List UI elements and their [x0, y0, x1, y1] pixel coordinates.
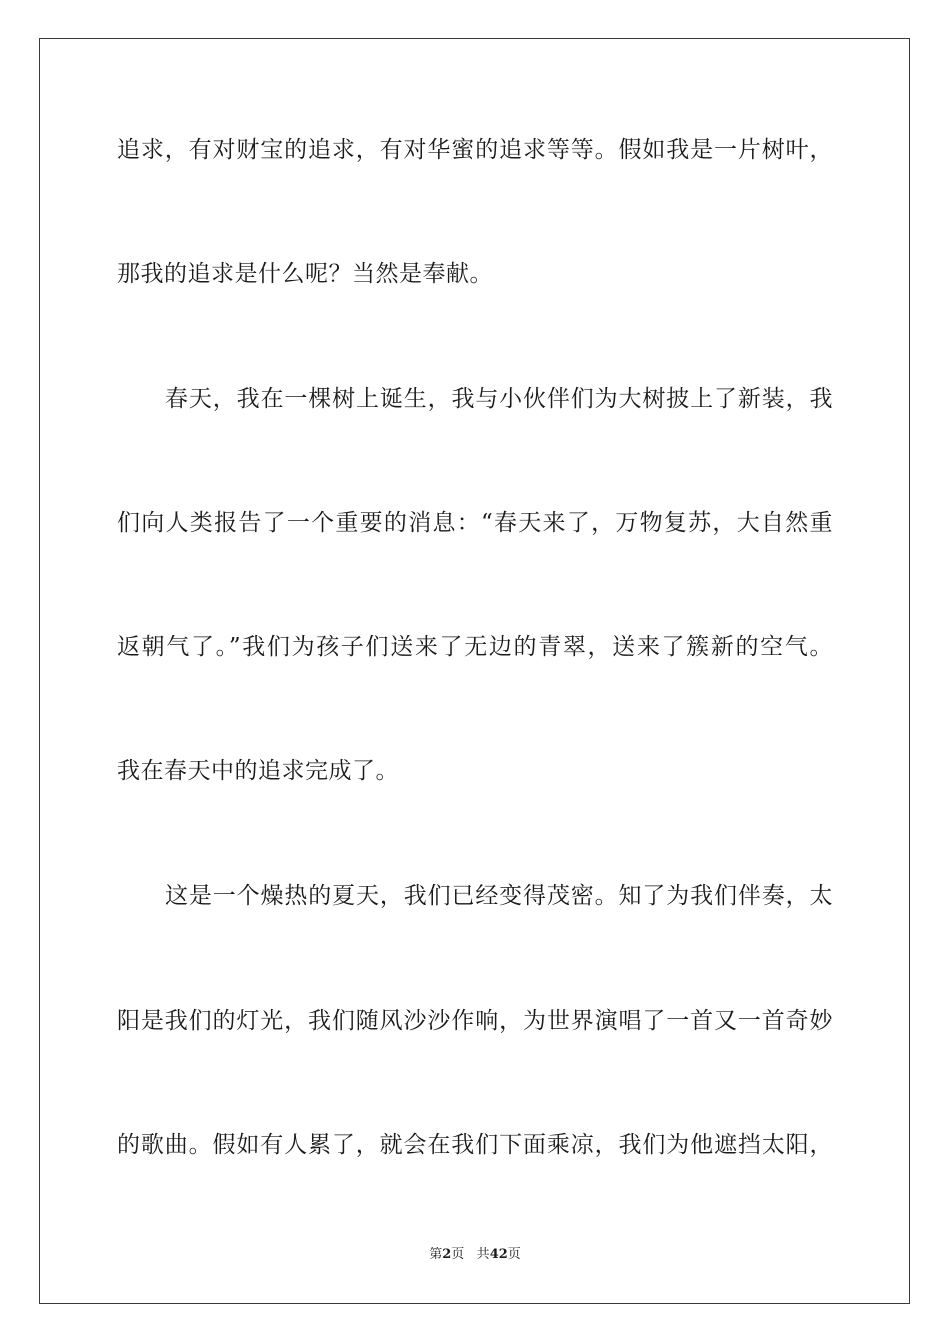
paragraph-line: 的歌曲。假如有人累了，就会在我们下面乘凉，我们为他遮挡太阳， [117, 1132, 833, 1158]
total-pages: 42 [489, 1247, 508, 1262]
paragraph-line: 我在春天中的追求完成了。 [117, 758, 399, 784]
page-prefix: 第 [429, 1247, 443, 1262]
paragraph-line: 春天，我在一棵树上诞生，我与小伙伴们为大树披上了新装，我 [165, 386, 833, 412]
page-border [39, 38, 910, 1304]
paragraph-line: 追求，有对财宝的追求，有对华蜜的追求等等。假如我是一片树叶， [117, 137, 833, 163]
page-suffix: 页 [451, 1247, 465, 1262]
total-prefix: 共 [476, 1247, 490, 1262]
page-number: 2 [442, 1247, 452, 1262]
page-footer [0, 1246, 950, 1264]
paragraph-line: 那我的追求是什么呢？当然是奉献。 [117, 261, 493, 287]
total-suffix: 页 [507, 1247, 521, 1262]
paragraph-line: 这是一个燥热的夏天，我们已经变得茂密。知了为我们伴奏，太 [165, 883, 833, 909]
paragraph-line: 阳是我们的灯光，我们随风沙沙作响，为世界演唱了一首又一首奇妙 [117, 1008, 833, 1034]
paragraph-line: 们向人类报告了一个重要的消息：“春天来了，万物复苏，大自然重 [117, 510, 833, 536]
paragraph-line: 返朝气了。”我们为孩子们送来了无边的青翠，送来了簇新的空气。 [117, 634, 833, 660]
